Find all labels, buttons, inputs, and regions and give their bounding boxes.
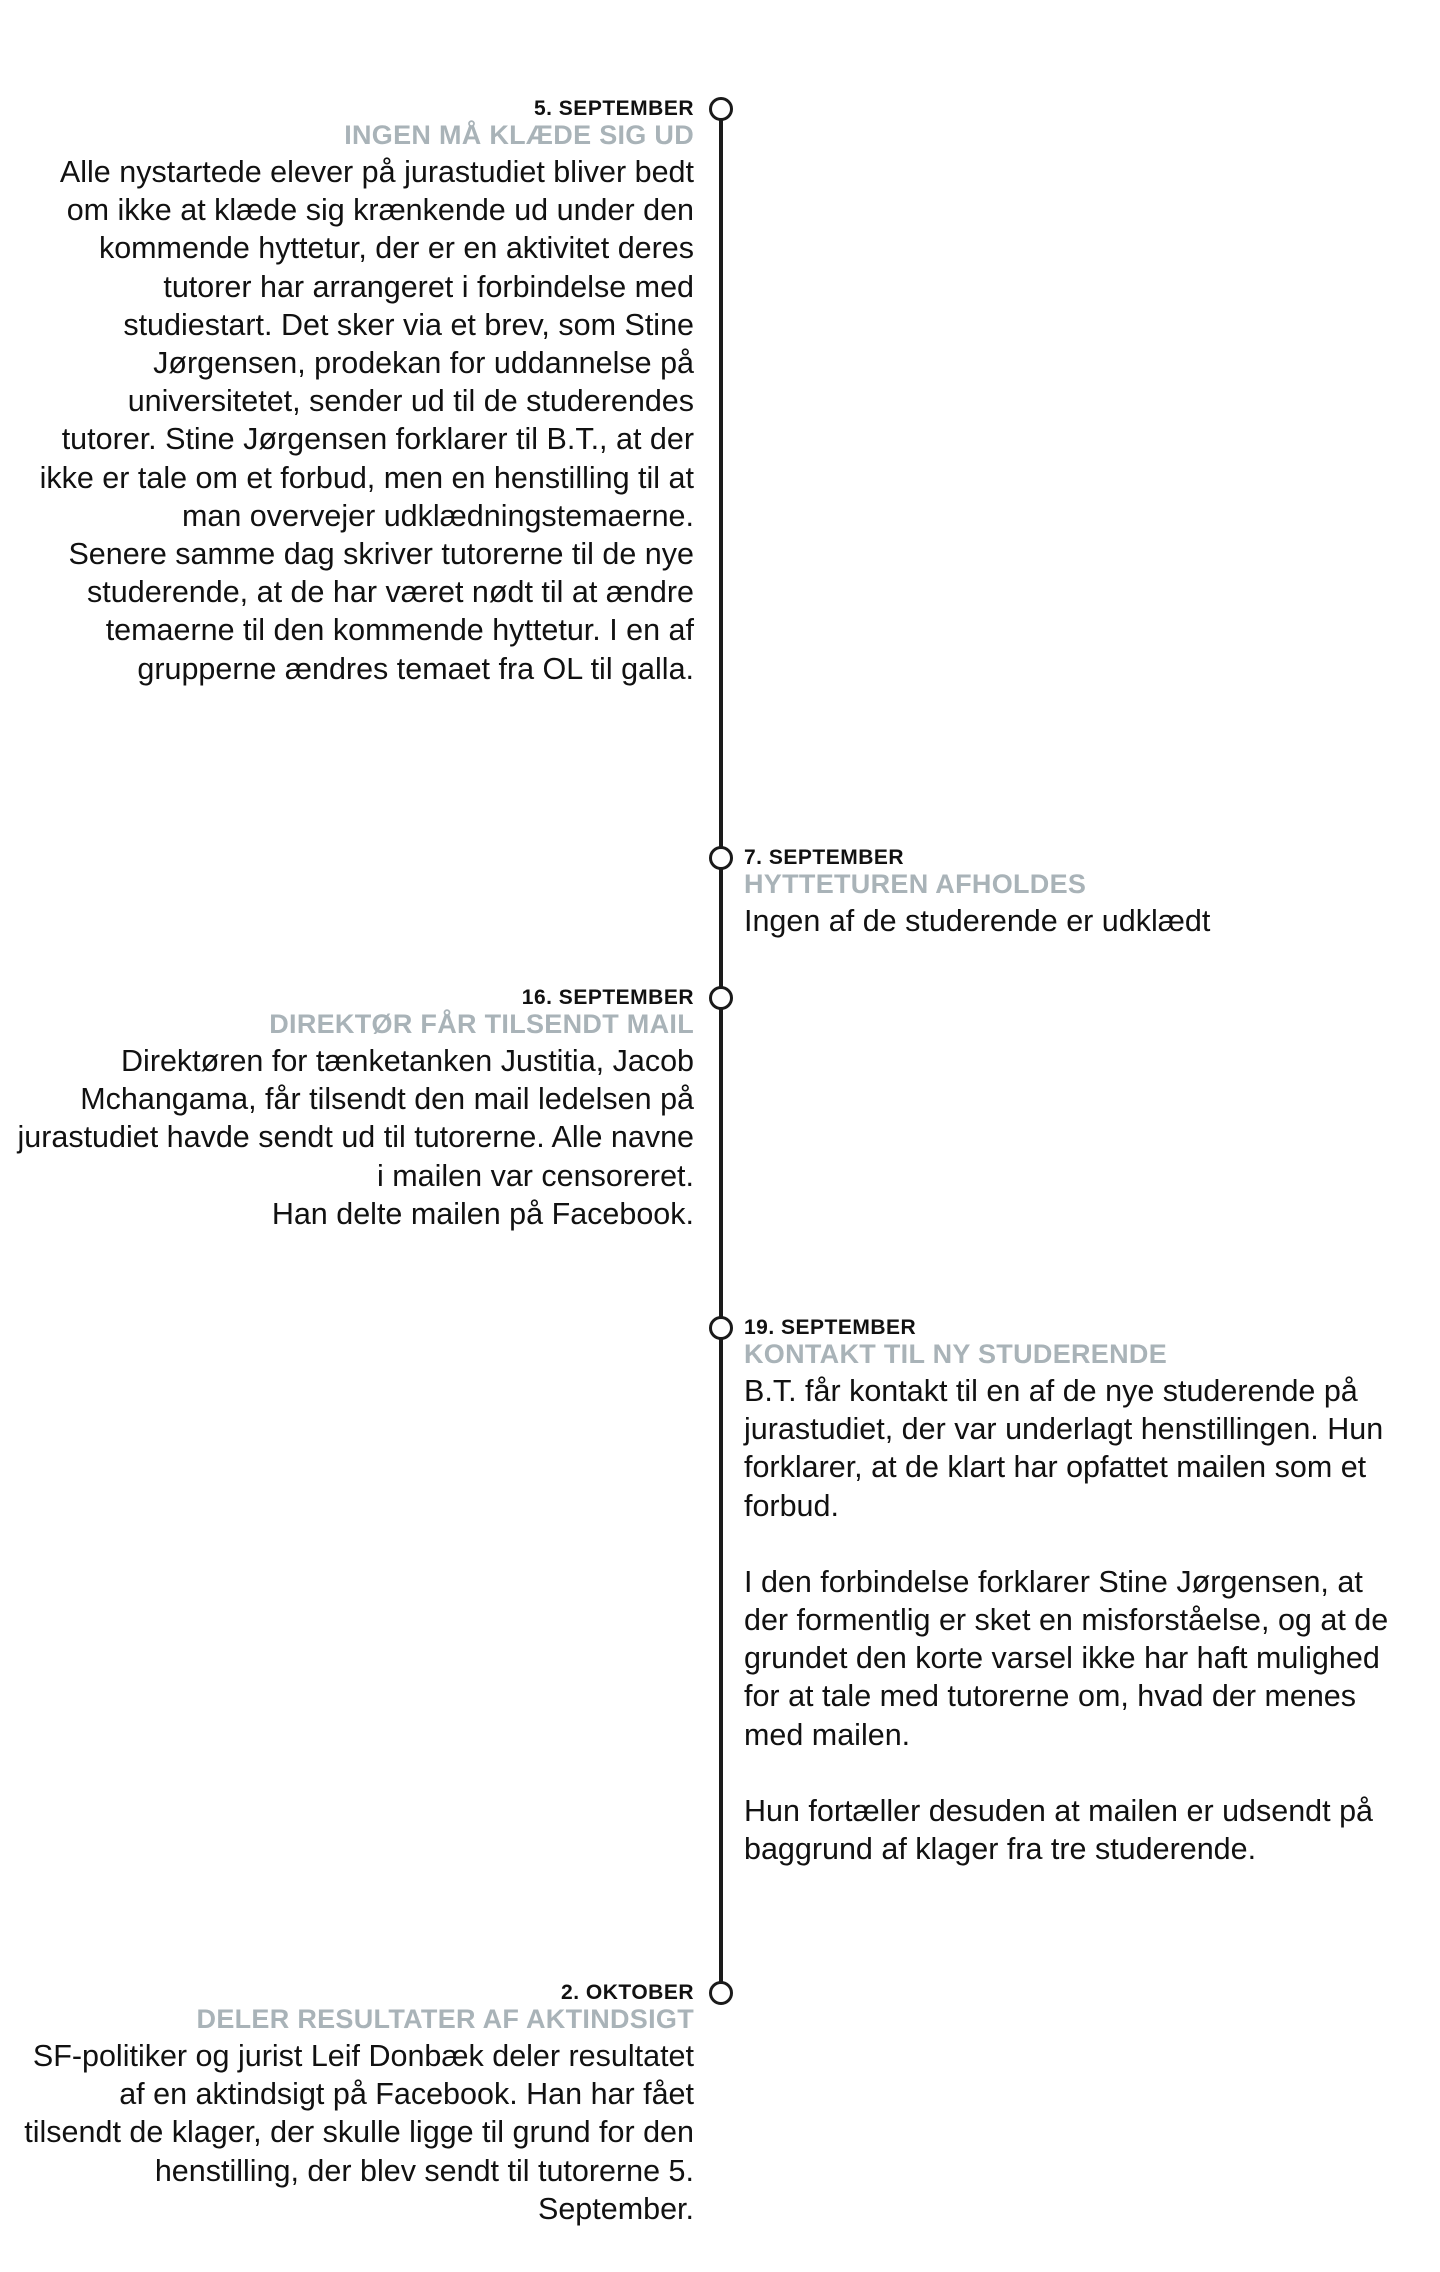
event-paragraph: Hun fortæller desuden at mailen er udsendt på baggrund af klager fra tre studerende. [744, 1793, 1374, 1867]
event-paragraph: Direktøren for tænketanken Justitia, Jacob Mchangama, får tilsendt den mail ledelsen på jurastudiet havde sendt ud til tutorerne. Alle navne i mailen var censoreret. [17, 1044, 694, 1193]
event-date: 7. SEPTEMBER [744, 846, 905, 869]
timeline-node [709, 846, 733, 870]
event-paragraph: B.T. får kontakt til en af de nye studerende på jurastudiet, der var underlagt henstillingen. Hun forklarer, at de klart har opfattet mailen som et forbud. [744, 1374, 1384, 1523]
timeline-event [744, 846, 1394, 940]
event-date: 19. SEPTEMBER [744, 1316, 917, 1339]
timeline-event [744, 1316, 1394, 1868]
event-paragraph: Senere samme dag skriver tutorerne til de nye studerende, at de har været nødt til at ændre temaerne til den kommende hyttetur. I en af grupperne ændres temaet fra OL til galla. [68, 537, 694, 686]
timeline-event [14, 986, 694, 1233]
event-paragraph: Han delte mailen på Facebook. [271, 1196, 694, 1231]
timeline-event [34, 97, 694, 688]
event-heading: HYTTETUREN AFHOLDES [744, 869, 1087, 899]
event-body [34, 153, 694, 688]
timeline-node [709, 986, 733, 1010]
event-paragraph: Alle nystartede elever på jurastudiet bliver bedt om ikke at klæde sig krænkende ud under den kommende hyttetur, der er en aktivitet deres tutorer har arrangeret i forbindelse med studiestart. Det sker via et brev, som Stine Jørgensen, prodekan for uddannelse på universitetet, sender ud til de studerendes tutorer. Stine Jørgensen forklarer til B.T., at der ikke er tale om et forbud, men en henstilling til at man overvejer udklædningstemaerne. [39, 155, 694, 533]
event-paragraph: I den forbindelse forklarer Stine Jørgensen, at der formentlig er sket en misforståelse, og at de grundet den korte varsel ikke har haft mulighed for at tale med tutorerne om, hvad der menes med mailen. [744, 1564, 1389, 1752]
event-heading: KONTAKT TIL NY STUDERENDE [744, 1339, 1168, 1369]
event-heading: DIREKTØR FÅR TILSENDT MAIL [269, 1009, 694, 1039]
timeline-event [24, 1981, 694, 2228]
timeline-node [709, 97, 733, 121]
timeline-node [709, 1316, 733, 1340]
event-body [744, 902, 1394, 940]
event-body [24, 2037, 694, 2228]
timeline-line [719, 110, 723, 1992]
timeline-node [709, 1981, 733, 2005]
event-date: 5. SEPTEMBER [533, 97, 694, 120]
event-heading: DELER RESULTATER AF AKTINDSIGT [196, 2004, 694, 2034]
event-heading: INGEN MÅ KLÆDE SIG UD [344, 120, 694, 150]
event-paragraph: SF-politiker og jurist Leif Donbæk deler resultatet af en aktindsigt på Facebook. Han har fået tilsendt de klager, der skulle ligge til grund for den henstilling, der blev sendt til tutorerne 5. September. [24, 2039, 694, 2226]
event-date: 16. SEPTEMBER [521, 986, 694, 1009]
event-date: 2. OKTOBER [561, 1981, 694, 2004]
event-body [14, 1042, 694, 1233]
event-body [744, 1372, 1394, 1868]
event-paragraph: Ingen af de studerende er udklædt [744, 904, 1211, 938]
